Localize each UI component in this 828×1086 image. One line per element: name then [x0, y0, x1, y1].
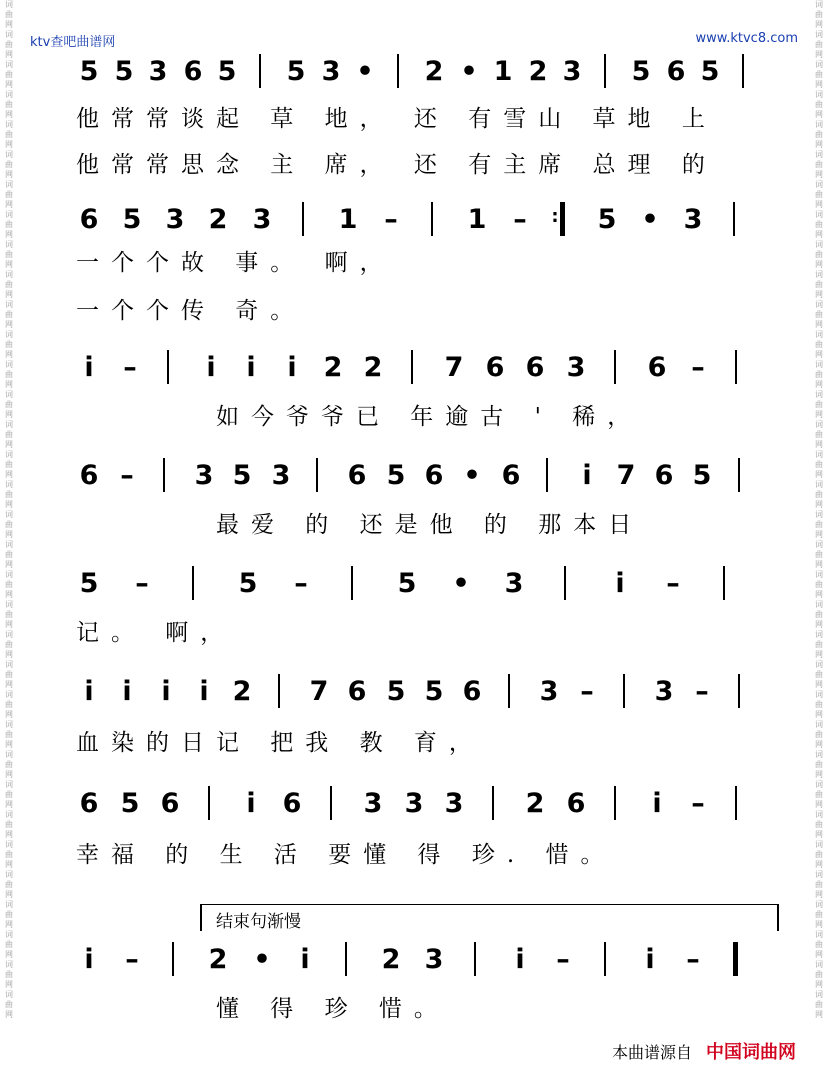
note: 3 — [165, 204, 185, 235]
note: 5 — [122, 204, 142, 235]
barline — [316, 458, 318, 492]
dash-note: – — [120, 460, 134, 491]
note: 5 — [286, 56, 306, 87]
note: i — [246, 788, 256, 819]
barline — [492, 786, 494, 820]
note: 3 — [148, 56, 168, 87]
dash-note: – — [135, 568, 149, 599]
barline — [431, 202, 433, 236]
barline — [208, 786, 210, 820]
lyric-line: 一个个传 奇。 — [76, 298, 306, 324]
score-row — [76, 196, 776, 324]
note: i — [84, 352, 94, 383]
note: i — [246, 352, 256, 383]
score-row — [76, 936, 776, 1022]
note: 6 — [501, 460, 521, 491]
barline — [278, 674, 280, 708]
score-row — [76, 560, 776, 646]
barline — [564, 566, 566, 600]
note: 7 — [444, 352, 464, 383]
note-line — [76, 452, 776, 498]
note: 5 — [79, 568, 99, 599]
note: 5 — [424, 676, 444, 707]
note: 2 — [208, 204, 228, 235]
note-line — [76, 48, 776, 94]
barline — [735, 786, 737, 820]
note: 6 — [666, 56, 686, 87]
lyric-line: 如今爷爷已 年逾古 ' 稀， — [216, 404, 643, 430]
barline — [614, 786, 616, 820]
lyric-line: 他常常思念 主 席， 还 有主席 总理 的 — [76, 152, 717, 178]
dot-note: • — [641, 204, 659, 235]
barline — [192, 566, 194, 600]
note: 6 — [654, 460, 674, 491]
note: 5 — [692, 460, 712, 491]
note: i — [582, 460, 592, 491]
watermark-right: www.ktvc8.com — [695, 31, 798, 46]
note: 5 — [232, 460, 252, 491]
tempo-marking: 结束句渐慢 — [216, 912, 301, 932]
barline — [351, 566, 353, 600]
score-row — [76, 780, 776, 868]
note: 6 — [647, 352, 667, 383]
note: 3 — [321, 56, 341, 87]
note: 5 — [120, 788, 140, 819]
note: i — [161, 676, 171, 707]
note: 6 — [79, 204, 99, 235]
note: 5 — [386, 460, 406, 491]
note: i — [300, 944, 310, 975]
dot-note: • — [463, 460, 481, 491]
dash-note: – — [125, 944, 139, 975]
score-row — [76, 452, 776, 538]
note: i — [84, 944, 94, 975]
note: 3 — [683, 204, 703, 235]
note: 6 — [282, 788, 302, 819]
barline — [411, 350, 413, 384]
note-line — [76, 196, 776, 242]
note: 5 — [79, 56, 99, 87]
lyric-line: 血染的日记 把我 教 育， — [76, 730, 484, 756]
note: 6 — [183, 56, 203, 87]
dot-note: • — [452, 568, 470, 599]
lyric-line: 一个个故 事。 啊， — [76, 250, 395, 276]
barline — [302, 202, 304, 236]
note: i — [122, 676, 132, 707]
note: 2 — [363, 352, 383, 383]
end-barline — [733, 942, 738, 976]
dash-note: – — [691, 352, 705, 383]
note: 2 — [528, 56, 548, 87]
note: 5 — [386, 676, 406, 707]
note: 2 — [208, 944, 228, 975]
note: i — [645, 944, 655, 975]
barline — [735, 350, 737, 384]
note: 6 — [424, 460, 444, 491]
dash-note: – — [695, 676, 709, 707]
note: 5 — [114, 56, 134, 87]
barline — [397, 54, 399, 88]
barline — [345, 942, 347, 976]
dot-note: • — [460, 56, 478, 87]
barline — [172, 942, 174, 976]
barline — [546, 458, 548, 492]
lyric-line: 记。 啊， — [76, 620, 236, 646]
note: 7 — [309, 676, 329, 707]
note-line — [76, 344, 776, 390]
note: 3 — [363, 788, 383, 819]
note: 1 — [493, 56, 513, 87]
note-line — [76, 560, 776, 606]
note: 3 — [504, 568, 524, 599]
barline — [163, 458, 165, 492]
note: i — [652, 788, 662, 819]
note: 2 — [424, 56, 444, 87]
barline — [738, 674, 740, 708]
note-line — [76, 780, 776, 826]
note: 6 — [347, 676, 367, 707]
barline — [474, 942, 476, 976]
note: 3 — [562, 56, 582, 87]
note: 6 — [485, 352, 505, 383]
lyric-line: 幸福 的 生 活 要懂 得 珍. 惜。 — [76, 842, 616, 868]
barline — [330, 786, 332, 820]
score-row — [76, 668, 776, 756]
note: i — [206, 352, 216, 383]
dot-note: • — [253, 944, 271, 975]
note: 1 — [338, 204, 358, 235]
barline — [604, 942, 606, 976]
note: 5 — [217, 56, 237, 87]
dash-note: – — [384, 204, 398, 235]
note: 3 — [654, 676, 674, 707]
note: 5 — [397, 568, 417, 599]
dash-note: – — [580, 676, 594, 707]
note: 5 — [238, 568, 258, 599]
note: i — [84, 676, 94, 707]
barline — [259, 54, 261, 88]
barline — [604, 54, 606, 88]
note: 6 — [79, 460, 99, 491]
note: 2 — [525, 788, 545, 819]
watermark-left: ktv查吧曲谱网 — [30, 35, 116, 50]
source-credit — [612, 1038, 796, 1064]
dot-note: • — [356, 56, 374, 87]
lyric-line: 懂 得 珍 惜。 — [216, 996, 449, 1022]
barline — [723, 566, 725, 600]
barline — [623, 674, 625, 708]
dash-note: – — [513, 204, 527, 235]
side-watermark-right: 词曲网词曲网词曲网词曲网词曲网词曲网词曲网词曲网词曲网词曲网词曲网词曲网词曲网词曲网词曲网词曲网词曲网词曲网词曲网词曲网词曲网词曲网词曲网词曲网词曲网词曲网词曲网词曲网词曲网词曲网词曲网词曲网词曲网词曲网 — [815, 0, 823, 1019]
note-line — [76, 668, 776, 714]
note: 6 — [79, 788, 99, 819]
note: 7 — [616, 460, 636, 491]
note: 3 — [444, 788, 464, 819]
note-line — [76, 936, 776, 982]
note: i — [515, 944, 525, 975]
note: 6 — [347, 460, 367, 491]
note: 6 — [525, 352, 545, 383]
note: 2 — [232, 676, 252, 707]
note: 3 — [271, 460, 291, 491]
note: i — [287, 352, 297, 383]
barline — [738, 458, 740, 492]
note: 3 — [404, 788, 424, 819]
barline — [614, 350, 616, 384]
lyric-line: 最爱 的 还是他 的 那本日 — [216, 512, 644, 538]
note: 5 — [700, 56, 720, 87]
note: 6 — [462, 676, 482, 707]
note: 2 — [323, 352, 343, 383]
dash-note: – — [691, 788, 705, 819]
side-watermark-left: 词曲网词曲网词曲网词曲网词曲网词曲网词曲网词曲网词曲网词曲网词曲网词曲网词曲网词曲网词曲网词曲网词曲网词曲网词曲网词曲网词曲网词曲网词曲网词曲网词曲网词曲网词曲网词曲网词曲网词曲网词曲网词曲网词曲网词曲网 — [5, 0, 13, 1019]
barline — [733, 202, 735, 236]
note: 3 — [252, 204, 272, 235]
note: 2 — [381, 944, 401, 975]
note: 6 — [160, 788, 180, 819]
note: 3 — [566, 352, 586, 383]
dash-note: – — [556, 944, 570, 975]
note: 3 — [424, 944, 444, 975]
note: 3 — [194, 460, 214, 491]
tempo-box — [200, 904, 779, 931]
source-label: 本曲谱源自 — [611, 1043, 692, 1062]
barline — [167, 350, 169, 384]
barline — [742, 54, 744, 88]
note: 5 — [631, 56, 651, 87]
dash-note: – — [123, 352, 137, 383]
dash-note: – — [686, 944, 700, 975]
repeat-dots: : — [551, 206, 559, 227]
score-row — [76, 344, 776, 430]
dash-note: – — [666, 568, 680, 599]
note: i — [199, 676, 209, 707]
note: 5 — [597, 204, 617, 235]
lyric-line: 他常常谈起 草 地， 还 有雪山 草地 上 — [76, 106, 717, 132]
note: 3 — [539, 676, 559, 707]
score-row — [76, 48, 776, 178]
note: 6 — [566, 788, 586, 819]
source-site: 中国词曲网 — [706, 1042, 796, 1063]
note: 1 — [467, 204, 487, 235]
note: i — [615, 568, 625, 599]
dash-note: – — [294, 568, 308, 599]
barline — [508, 674, 510, 708]
